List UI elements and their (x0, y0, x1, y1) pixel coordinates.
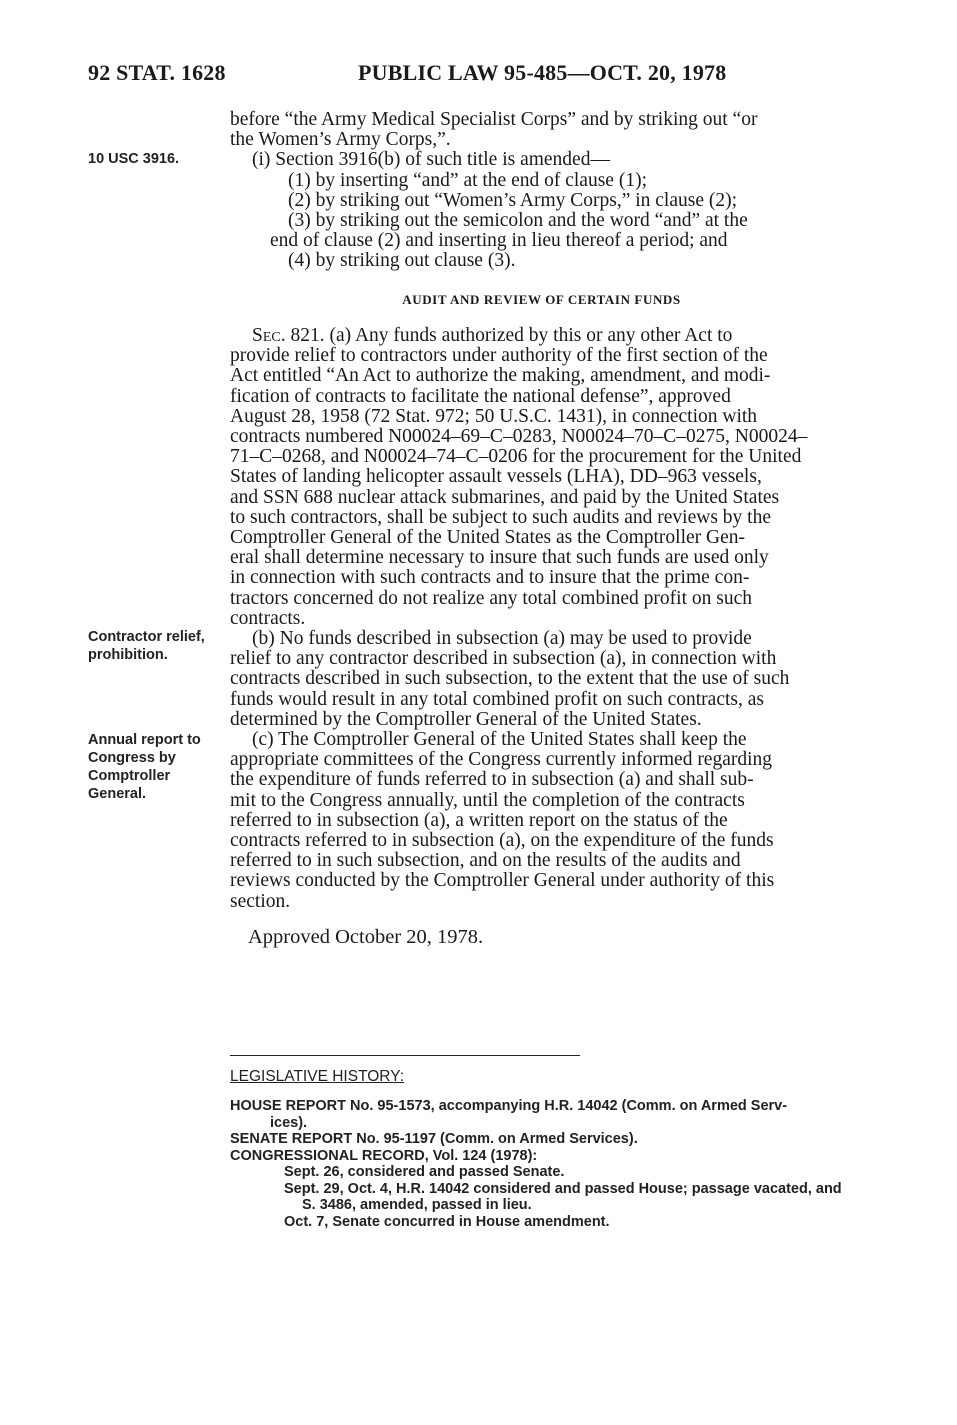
text-line: August 28, 1958 (72 Stat. 972; 50 U.S.C. 1431), in connection with (230, 405, 758, 427)
opening-paragraph (230, 110, 853, 272)
law-title: PUBLIC LAW 95-485—OCT. 20, 1978 (358, 60, 727, 85)
legislative-history (230, 1098, 870, 1230)
text-line: before “the Army Medical Specialist Corps” and by striking out “or (230, 109, 758, 130)
text-line: appropriate committees of the Congress currently informed regarding (230, 749, 773, 771)
text-line: end of clause (2) and inserting in lieu thereof a period; and (270, 230, 728, 252)
text-line: fication of contracts to facilitate the national defense”, approved (230, 385, 731, 407)
margin-note-usc (88, 150, 228, 168)
margin-note-line: Contractor relief, (88, 629, 205, 645)
text-line: (1) by inserting “and” at the end of clause (1); (288, 169, 647, 191)
text-line-fragment: (a) Any funds authorized by this or any other Act to (324, 325, 733, 346)
text-line: Act entitled “An Act to authorize the making, amendment, and modi- (230, 365, 771, 387)
text-line: (i) Section 3916(b) of such title is amended— (252, 149, 610, 171)
text-line: eral shall determine necessary to insure that such funds are used only (230, 547, 769, 569)
history-entry: SENATE REPORT No. 95-1197 (Comm. on Armed Services). (230, 1131, 638, 1147)
text-line: Comptroller General of the United States as the Comptroller Gen- (230, 527, 745, 549)
history-entry: Sept. 29, Oct. 4, H.R. 14042 considered and passed House; passage vacated, and (284, 1180, 842, 1197)
text-line: mit to the Congress annually, until the completion of the contracts (230, 789, 745, 811)
section-heading: AUDIT AND REVIEW OF CERTAIN FUNDS (402, 292, 681, 307)
text-line: and SSN 688 nuclear attack submarines, and paid by the United States (230, 486, 780, 508)
text-line: the expenditure of funds referred to in subsection (a) and shall sub- (230, 769, 754, 791)
text-line: States of landing helicopter assault vessels (LHA), DD–963 vessels, (230, 466, 762, 488)
history-entry: S. 3486, amended, passed in lieu. (302, 1197, 532, 1213)
divider-rule (230, 1055, 580, 1056)
text-line: provide relief to contractors under authority of the first section of the (230, 345, 768, 367)
text-line: referred to in such subsection, and on the results of the audits and (230, 850, 741, 872)
margin-note-line: Congress by (88, 750, 176, 766)
text-line: referred to in subsection (a), a written report on the status of the (230, 809, 728, 831)
margin-note-line: Annual report to (88, 732, 201, 748)
text-line: contracts numbered N00024–69–C–0283, N00024–70–C–0275, N00024– (230, 426, 808, 448)
section-number: Sec. 821. (252, 325, 325, 346)
text-line: (b) No funds described in subsection (a) may be used to provide (252, 628, 752, 649)
text-line: reviews conducted by the Comptroller General under authority of this (230, 870, 775, 892)
margin-note-annual-report (88, 731, 228, 803)
history-entry: Sept. 26, considered and passed Senate. (284, 1164, 565, 1180)
text-line: contracts referred to in subsection (a), on the expenditure of the funds (230, 830, 774, 852)
approval-date: Approved October 20, 1978. (248, 926, 484, 948)
text-line: contracts. (230, 607, 306, 629)
text-line: (4) by striking out clause (3). (288, 250, 516, 272)
history-entry: Oct. 7, Senate concurred in House amendment. (284, 1213, 610, 1230)
margin-note-contractor-relief (88, 628, 228, 664)
text-line: (3) by striking out the semicolon and the word “and” at the (288, 210, 748, 232)
margin-note-line: Comptroller (88, 768, 171, 784)
text-line: (c) The Comptroller General of the United States shall keep the (252, 729, 747, 750)
text-line: in connection with such contracts and to insure that the prime con- (230, 567, 750, 589)
text-line: 71–C–0268, and N00024–74–C–0206 for the procurement for the United (230, 446, 802, 468)
text-line: tractors concerned do not realize any total combined profit on such (230, 587, 752, 609)
margin-note-usc-text: 10 USC 3916. (88, 151, 180, 167)
subsection-b (230, 629, 853, 730)
text-line: determined by the Comptroller General of the United States. (230, 708, 702, 730)
text-line: to such contractors, shall be subject to such audits and reviews by the (230, 506, 771, 528)
margin-note-line: General. (88, 786, 147, 802)
history-entry: CONGRESSIONAL RECORD, Vol. 124 (1978): (230, 1147, 538, 1164)
text-line: section. (230, 890, 291, 912)
text-line: relief to any contractor described in subsection (a), in connection with (230, 648, 777, 670)
text-line: the Women’s Army Corps,”. (230, 129, 451, 151)
stat-citation: 92 STAT. 1628 (88, 60, 226, 85)
subsection-a (230, 326, 853, 629)
text-line: funds would result in any total combined profit on such contracts, as (230, 688, 764, 710)
text-line: contracts described in such subsection, to the extent that the use of such (230, 668, 790, 690)
legislative-history-title: LEGISLATIVE HISTORY: (230, 1068, 405, 1085)
history-entry: HOUSE REPORT No. 95-1573, accompanying H.R. 14042 (Comm. on Armed Serv- (230, 1098, 788, 1114)
page-header (88, 60, 878, 86)
subsection-c (230, 730, 853, 912)
history-entry: ices). (270, 1114, 308, 1131)
text-line: (2) by striking out “Women’s Army Corps,” in clause (2); (288, 189, 738, 211)
text-line (230, 326, 853, 346)
margin-note-line: prohibition. (88, 647, 168, 663)
